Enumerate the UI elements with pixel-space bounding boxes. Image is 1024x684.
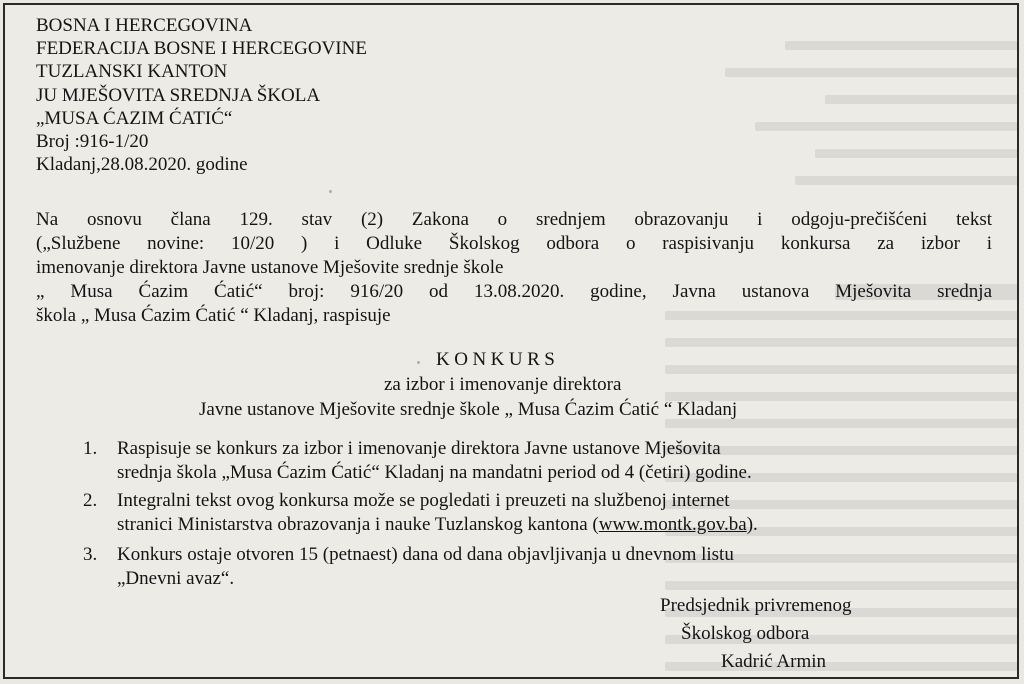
list-item-line	[117, 513, 758, 537]
print-speck	[417, 361, 420, 364]
ministry-website-link[interactable]: www.montk.gov.ba	[598, 514, 747, 535]
print-speck	[329, 190, 332, 193]
intro-paragraph	[36, 208, 992, 328]
header-line-school-name: „MUSA ĆAZIM ĆATIĆ“	[36, 107, 233, 129]
list-item-text: ).	[746, 514, 758, 535]
signature-title: Predsjednik privremenog	[660, 595, 852, 616]
list-item-line: Konkurs ostaje otvoren 15 (petnaest) dana od dana objavljivanja u dnevnom listu	[117, 544, 734, 565]
intro-line: Na osnovu člana 129. stav (2) Zakona o srednjem obrazovanju i odgoju-prečišćeni tekst	[36, 209, 992, 230]
list-item-line: Raspisuje se konkurs za izbor i imenovanje direktora Javne ustanove Mješovita	[117, 438, 721, 459]
header-line-canton: TUZLANSKI KANTON	[36, 61, 228, 83]
list-item-number: 3.	[83, 544, 98, 565]
konkurs-heading: KONKURS	[436, 349, 560, 370]
list-item-line: „Dnevni avaz“.	[117, 568, 235, 589]
announcement-frame	[3, 3, 1019, 679]
header-block	[36, 14, 367, 176]
intro-line: („Službene novine: 10/20 ) i Odluke Školskog odbora o raspisivanju konkursa za izbor i	[36, 233, 992, 254]
list-item-line: Integralni tekst ovog konkursa može se pogledati i preuzeti na službenoj internet	[117, 490, 730, 511]
intro-line: imenovanje direktora Javne ustanove Mješovite srednje škole	[36, 257, 504, 278]
konkurs-institution: Javne ustanove Mješovite srednje škole „ Musa Ćazim Ćatić “ Kladanj	[199, 399, 738, 420]
konkurs-subtitle: za izbor i imenovanje direktora	[384, 374, 622, 395]
list-item-line: srednja škola „Musa Ćazim Ćatić“ Kladanj na mandatni period od 4 (četiri) godine.	[117, 462, 752, 483]
header-line-institution: JU MJEŠOVITA SREDNJA ŠKOLA	[36, 84, 321, 106]
list-item-number: 1.	[83, 438, 98, 459]
header-line-federation: FEDERACIJA BOSNE I HERCEGOVINE	[36, 38, 367, 60]
list-item-text: stranici Ministarstva obrazovanja i nauke Tuzlanskog kantona (	[117, 514, 599, 535]
header-line-reference-number: Broj :916-1/20	[36, 131, 149, 153]
signature-name: Kadrić Armin	[721, 651, 827, 672]
header-line-country: BOSNA I HERCEGOVINA	[36, 15, 253, 36]
signature-board: Školskog odbora	[681, 623, 810, 644]
header-line-place-date: Kladanj,28.08.2020. godine	[36, 154, 248, 176]
intro-line: „ Musa Ćazim Ćatić“ broj: 916/20 od 13.08.2020. godine, Javna ustanova Mješovita srednja	[36, 281, 992, 302]
list-item-number: 2.	[83, 490, 98, 511]
intro-line: škola „ Musa Ćazim Ćatić “ Kladanj, raspisuje	[36, 305, 391, 326]
